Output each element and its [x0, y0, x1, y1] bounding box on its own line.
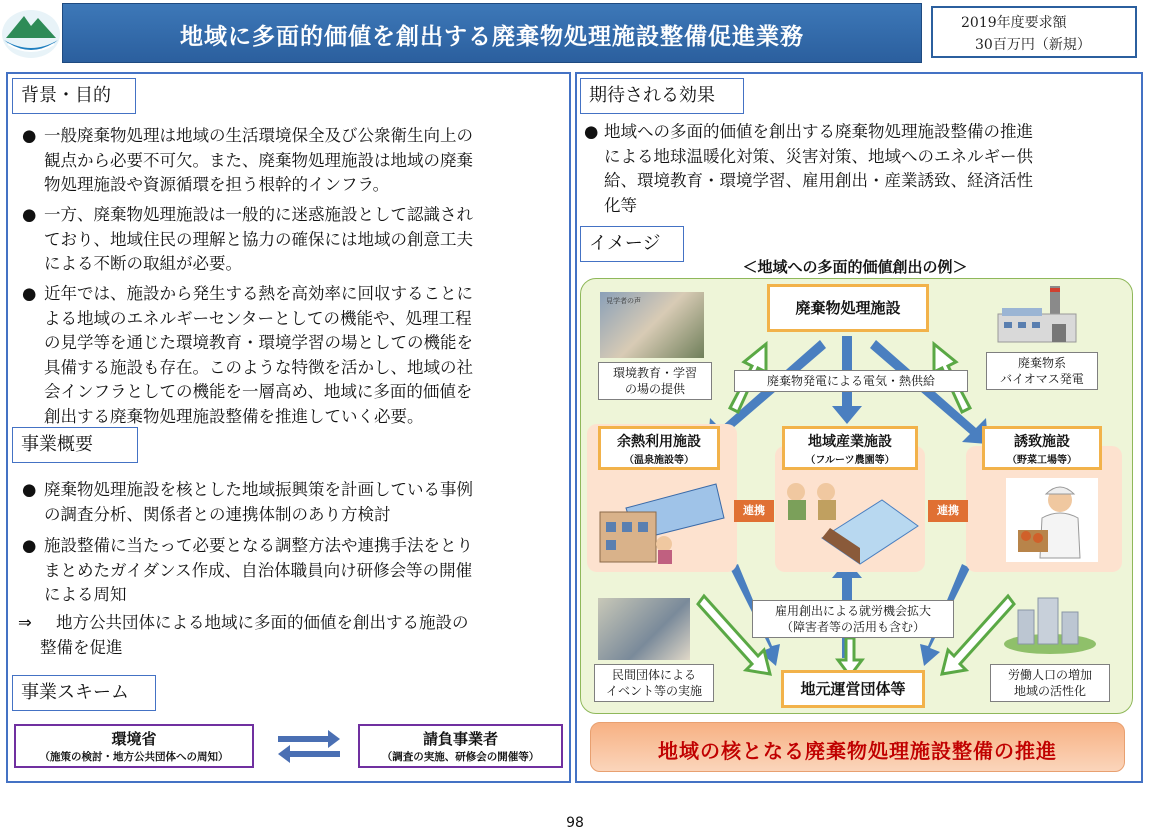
bg-item-2-line: による不断の取組が必要。 [44, 254, 242, 273]
invite-sub: （野菜工場等） [1007, 455, 1077, 466]
effects-line: 給、環境教育・環境学習、雇用創出・産業誘致、経済活性 [604, 171, 1033, 190]
bullet-icon: ● [22, 126, 37, 145]
overview-item-2-line: まとめたガイダンス作成、自治体職員向け研修会等の開催 [44, 560, 473, 580]
overview-tab: 事業概要 [12, 427, 138, 463]
image-tab: イメージ [580, 226, 684, 262]
bg-item-3-line: 創出する廃棄物処理施設整備を推進していく必要。 [44, 406, 424, 426]
bg-item-2-line: ており、地域住民の理解と協力の確保には地域の創意工夫 [44, 229, 473, 249]
ministry-box [14, 724, 254, 768]
bg-item-3-line: 具備する施設も存在。このような特徴を活かし、地域の社 [44, 357, 473, 377]
heat-facility-title-box [598, 426, 720, 470]
bg-item-3-line: 会インフラとしての機能を一層高め、地域に多面的価値を [44, 382, 473, 401]
tie-label-1: 連携 [734, 500, 774, 522]
tie-label-2: 連携 [928, 500, 968, 522]
bg-item-1-line: 観点から必要不可欠。また、廃棄物処理施設は地域の廃棄 [44, 150, 473, 170]
industry-title-box [782, 426, 918, 470]
bg-item-3-line: よる地域のエネルギーセンターとしての機能や、処理工程 [44, 308, 472, 328]
overview-item-1 [22, 478, 562, 528]
conclusion-line: 地方公共団体による地域に多面的価値を創出する施設の [56, 613, 469, 632]
factory-worker-illustration [1006, 478, 1098, 562]
overview-item-2 [22, 534, 562, 608]
budget-year: 2019年度要求額 [961, 15, 1067, 31]
event-photo [598, 598, 690, 660]
event-label [594, 664, 714, 702]
background-tab: 背景・目的 [12, 78, 136, 114]
effects-line: による地球温暖化対策、災害対策、地域へのエネルギー供 [604, 146, 1033, 166]
budget-amount: 30百万円（新規） [975, 37, 1091, 53]
education-label [598, 362, 712, 400]
bullet-icon: ● [22, 284, 37, 303]
overview-item-1-line: の調査分析、関係者との連携体制のあり方検討 [44, 504, 391, 524]
conclusion [18, 611, 563, 661]
bullet-icon: ● [22, 480, 37, 499]
bg-item-3-line: の見学等を通じた環境教育・環境学習の場としての機能を [44, 333, 473, 352]
local-operator-box: 地元運営団体等 [781, 670, 925, 708]
event-label-line: 民間団体による [611, 668, 696, 682]
contractor-name: 請負事業者 [422, 730, 498, 748]
implies-arrow-icon: ⇒ [18, 613, 32, 632]
ministry-logo [0, 0, 62, 66]
title-bar [62, 3, 922, 63]
education-label-line: の場の提供 [624, 382, 685, 396]
bg-item-1 [22, 124, 562, 198]
biomass-label [986, 352, 1098, 390]
event-label-line: イベント等の実施 [605, 684, 702, 698]
scheme-tab: 事業スキーム [12, 675, 156, 711]
overview-item-2-line: による周知 [44, 585, 127, 604]
bullet-icon: ● [22, 536, 37, 555]
bullet-icon: ● [584, 122, 599, 141]
jobs-label [752, 600, 954, 638]
greenhouse-illustration [782, 478, 922, 568]
jobs-label-line: （障害者等の活用も含む） [780, 620, 925, 634]
biomass-label-line: バイオマス発電 [1000, 372, 1084, 386]
bg-item-1-line: 一般廃棄物処理は地域の生活環境保全及び公衆衛生向上の [44, 126, 473, 145]
hot-spring-illustration [596, 478, 726, 566]
labor-label [990, 664, 1110, 702]
page-title: 地域に多面的価値を創出する廃棄物処理施設整備促進業務 [180, 24, 804, 50]
bg-item-1-line: 物処理施設や資源循環を担う根幹的インフラ。 [44, 175, 390, 194]
bg-item-2-line: 一方、廃棄物処理施設は一般的に迷惑施設として認識され [44, 205, 473, 224]
education-label-line: 環境教育・学習 [612, 366, 697, 380]
bottom-banner [590, 722, 1125, 772]
ministry-desc: （施策の検討・地方公共団体への周知） [39, 751, 229, 763]
study-tour-photo [600, 292, 704, 358]
bg-item-2 [22, 203, 562, 277]
city-buildings-icon [1000, 590, 1100, 656]
bg-item-3 [22, 282, 562, 430]
invite-title: 誘致施設 [1014, 434, 1070, 450]
biomass-label-line: 廃棄物系 [1017, 356, 1066, 370]
waste-facility-box: 廃棄物処理施設 [767, 284, 929, 332]
conclusion-line: 整備を促進 [40, 637, 123, 657]
bullet-icon: ● [22, 205, 37, 224]
budget-box [931, 6, 1137, 58]
power-supply-label: 廃棄物発電による電気・熱供給 [734, 370, 968, 392]
overview-item-2-line: 施設整備に当たって必要となる調整方法や連携手法をとり [44, 536, 473, 555]
labor-label-line: 地域の活性化 [1013, 684, 1086, 698]
contractor-desc: （調査の実施、研修会の開催等） [381, 751, 540, 763]
bottom-banner-text: 地域の核となる廃棄物処理施設整備の推進 [658, 739, 1057, 763]
effects-tab: 期待される効果 [580, 78, 744, 114]
effects-line: 地域への多面的価値を創出する廃棄物処理施設整備の推進 [604, 122, 1033, 141]
overview-item-1-line: 廃棄物処理施設を核とした地域振興策を計画している事例 [44, 480, 473, 499]
effects-item [584, 120, 1139, 218]
page-number: 98 [566, 815, 584, 831]
industry-sub: （フルーツ農園等） [805, 455, 895, 466]
exchange-arrows-icon [276, 728, 342, 764]
diagram-caption: ＜地域への多面的価値創出の例＞ [742, 258, 968, 276]
effects-line: 化等 [604, 195, 637, 215]
ministry-name: 環境省 [111, 730, 157, 748]
heat-facility-title: 余熱利用施設 [617, 434, 701, 450]
contractor-box [358, 724, 563, 768]
bg-item-3-line: 近年では、施設から発生する熱を高効率に回収することに [44, 284, 473, 303]
factory-icon [992, 284, 1080, 346]
industry-title: 地域産業施設 [808, 434, 892, 450]
heat-facility-sub: （温泉施設等） [624, 455, 694, 466]
labor-label-line: 労働人口の増加 [1007, 668, 1092, 682]
jobs-label-line: 雇用創出による就労機会拡大 [774, 604, 931, 618]
invite-title-box [982, 426, 1102, 470]
photo-caption: 見学者の声 [606, 297, 641, 305]
